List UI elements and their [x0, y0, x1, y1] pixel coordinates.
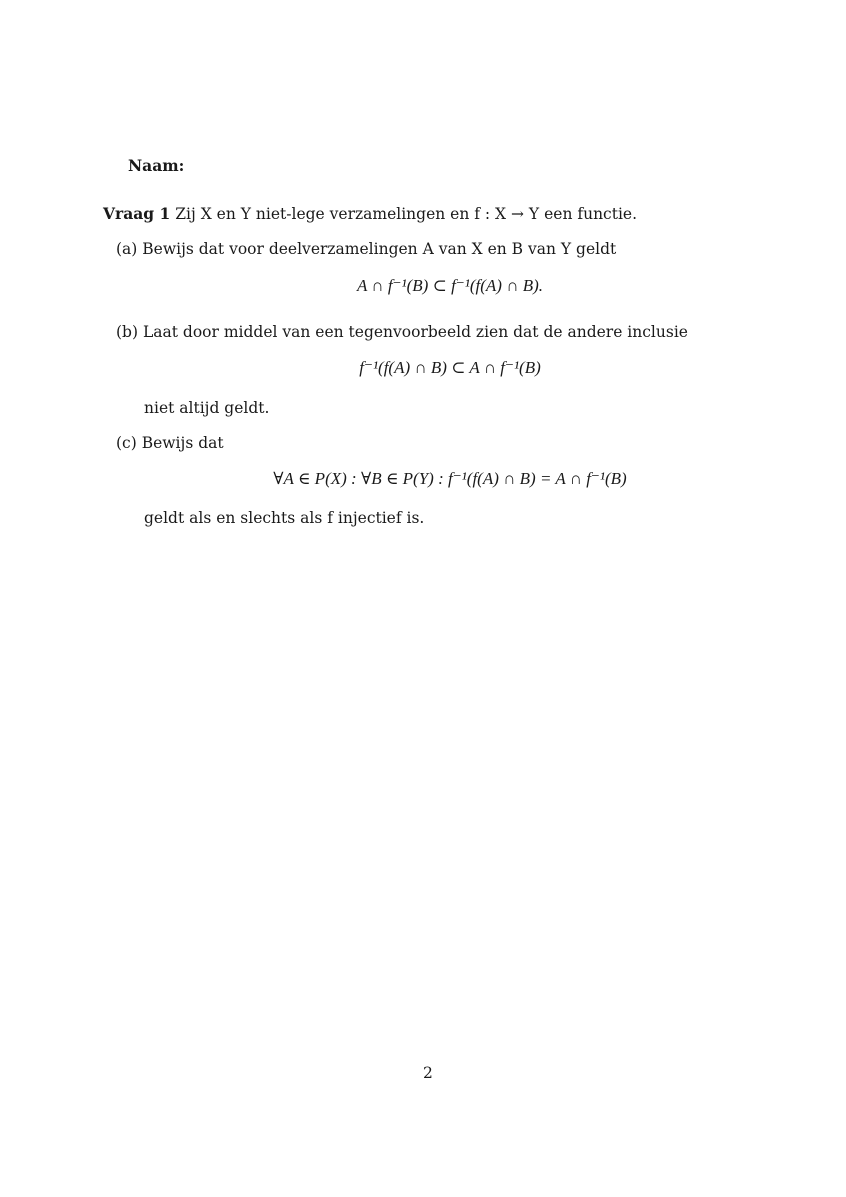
question-text: Zij X en Y niet-lege verzamelingen en f : X → Y een functie.: [175, 205, 638, 223]
part-b-text: Laat door middel van een tegenvoorbeeld zien dat de andere inclusie: [142, 323, 688, 341]
part-c-formula: ∀A ∈ P(X) : ∀B ∈ P(Y) : f⁻¹(f(A) ∩ B) = A ∩ f⁻¹(B): [273, 469, 627, 488]
part-a-formula: A ∩ f⁻¹(B) ⊂ f⁻¹(f(A) ∩ B).: [356, 276, 544, 295]
part-c-text: Bewijs dat: [141, 434, 224, 452]
question-1: [103, 204, 637, 224]
part-c: [116, 433, 224, 453]
naam-label: Naam:: [128, 156, 185, 175]
part-c-after: geldt als en slechts als f injectief is.: [144, 509, 425, 527]
part-a: [116, 239, 616, 259]
part-b: [116, 322, 688, 342]
part-b-formula: f⁻¹(f(A) ∩ B) ⊂ A ∩ f⁻¹(B): [359, 358, 541, 377]
question-label: Vraag 1: [103, 204, 171, 223]
part-a-text: Bewijs dat voor deelverzamelingen A van X en B van Y geldt: [142, 240, 617, 258]
part-b-after: niet altijd geldt.: [144, 399, 270, 417]
part-a-label: (a): [116, 240, 138, 258]
page-number: 2: [423, 1064, 433, 1082]
part-b-label: (b): [116, 323, 139, 341]
part-c-label: (c): [116, 434, 137, 452]
